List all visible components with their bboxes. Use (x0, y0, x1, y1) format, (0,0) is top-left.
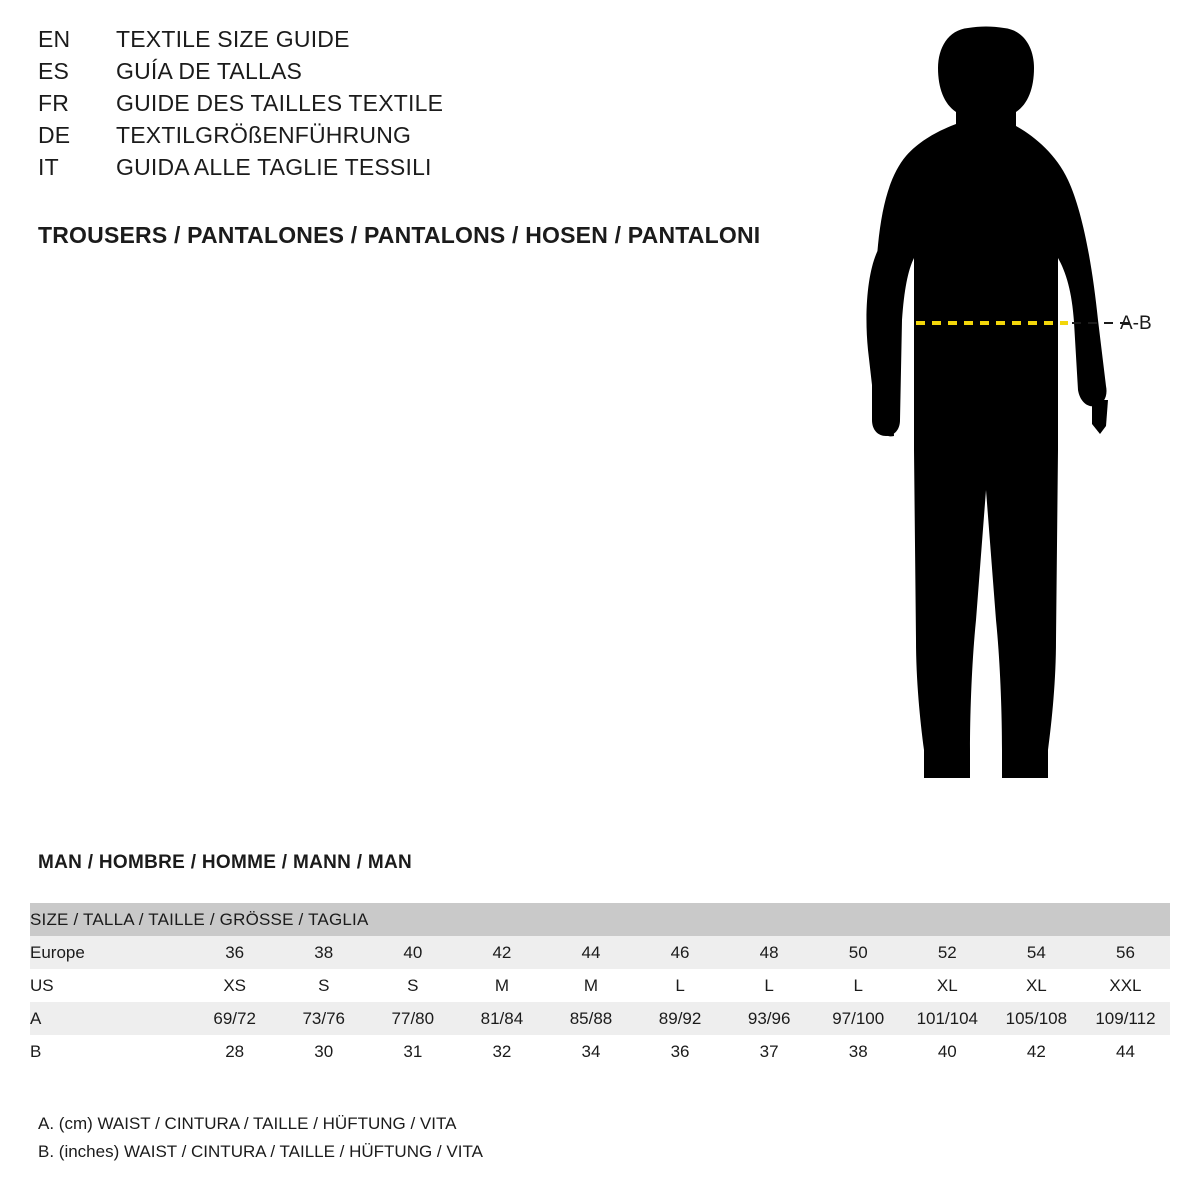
cell-value: 97/100 (814, 1002, 903, 1035)
cell-value: 50 (814, 936, 903, 969)
footnote-b: B. (inches) WAIST / CINTURA / TAILLE / HÜFTUNG / VITA (38, 1142, 483, 1161)
cell-value: S (368, 969, 457, 1002)
cell-value: 44 (546, 936, 635, 969)
measure-label-ab: A-B (1120, 313, 1152, 334)
table-header-label: SIZE / TALLA / TAILLE / GRÖSSE / TAGLIA (30, 903, 1170, 936)
language-row (38, 58, 818, 90)
cell-value: 89/92 (636, 1002, 725, 1035)
cell-value: S (279, 969, 368, 1002)
cell-value: 42 (457, 936, 546, 969)
silhouette-shape (866, 27, 1108, 779)
cell-value: M (546, 969, 635, 1002)
cell-value: 46 (636, 936, 725, 969)
cell-value: 37 (725, 1035, 814, 1068)
cell-value: M (457, 969, 546, 1002)
language-code: DE (38, 122, 71, 148)
cell-value: 93/96 (725, 1002, 814, 1035)
language-text: TEXTILGRÖßENFÜHRUNG (116, 122, 412, 148)
cell-value: 52 (903, 936, 992, 969)
cell-value: 77/80 (368, 1002, 457, 1035)
language-text: GUÍA DE TALLAS (116, 58, 303, 84)
cell-value: 34 (546, 1035, 635, 1068)
cell-value: L (636, 969, 725, 1002)
cell-value: 56 (1081, 936, 1170, 969)
cell-value: 48 (725, 936, 814, 969)
table-row (30, 936, 1170, 969)
cell-value: 101/104 (903, 1002, 992, 1035)
cell-value: 69/72 (190, 1002, 279, 1035)
cell-value: L (725, 969, 814, 1002)
language-code: EN (38, 26, 71, 52)
cell-value: 32 (457, 1035, 546, 1068)
garment-type-heading: TROUSERS / PANTALONES / PANTALONS / HOSEN / PANTALONI (38, 222, 761, 248)
cell-value: XL (992, 969, 1081, 1002)
language-row (38, 26, 818, 58)
cell-value: 30 (279, 1035, 368, 1068)
language-row (38, 122, 818, 154)
cell-value: 40 (903, 1035, 992, 1068)
language-row (38, 154, 818, 186)
cell-value: 109/112 (1081, 1002, 1170, 1035)
cell-value: 38 (279, 936, 368, 969)
table-row (30, 1002, 1170, 1035)
cell-value: 36 (190, 936, 279, 969)
table-row (30, 969, 1170, 1002)
table-section-title: MAN / HOMBRE / HOMME / MANN / MAN (38, 852, 413, 873)
row-label: US (30, 969, 190, 1002)
language-code: FR (38, 90, 70, 116)
language-code: IT (38, 154, 59, 180)
cell-value: 38 (814, 1035, 903, 1068)
cell-value: XXL (1081, 969, 1170, 1002)
table-header-row (30, 903, 1170, 936)
language-text: TEXTILE SIZE GUIDE (116, 26, 350, 52)
language-code: ES (38, 58, 70, 84)
cell-value: 42 (992, 1035, 1081, 1068)
language-list (38, 26, 818, 186)
cell-value: 36 (636, 1035, 725, 1068)
row-label: A (30, 1002, 190, 1035)
cell-value: 54 (992, 936, 1081, 969)
cell-value: 28 (190, 1035, 279, 1068)
row-label: Europe (30, 936, 190, 969)
cell-value: 44 (1081, 1035, 1170, 1068)
cell-value: 73/76 (279, 1002, 368, 1035)
cell-value: XL (903, 969, 992, 1002)
size-table (30, 903, 1170, 1068)
cell-value: 85/88 (546, 1002, 635, 1035)
row-label: B (30, 1035, 190, 1068)
table-row (30, 1035, 1170, 1068)
cell-value: 31 (368, 1035, 457, 1068)
language-row (38, 90, 818, 122)
cell-value: 81/84 (457, 1002, 546, 1035)
cell-value: L (814, 969, 903, 1002)
footnote-a: A. (cm) WAIST / CINTURA / TAILLE / HÜFTUNG / VITA (38, 1114, 457, 1133)
language-text: GUIDE DES TAILLES TEXTILE (116, 90, 444, 116)
language-text: GUIDA ALLE TAGLIE TESSILI (116, 154, 432, 180)
male-silhouette-figure (820, 20, 1190, 800)
cell-value: XS (190, 969, 279, 1002)
footnotes (38, 1110, 483, 1166)
cell-value: 40 (368, 936, 457, 969)
cell-value: 105/108 (992, 1002, 1081, 1035)
